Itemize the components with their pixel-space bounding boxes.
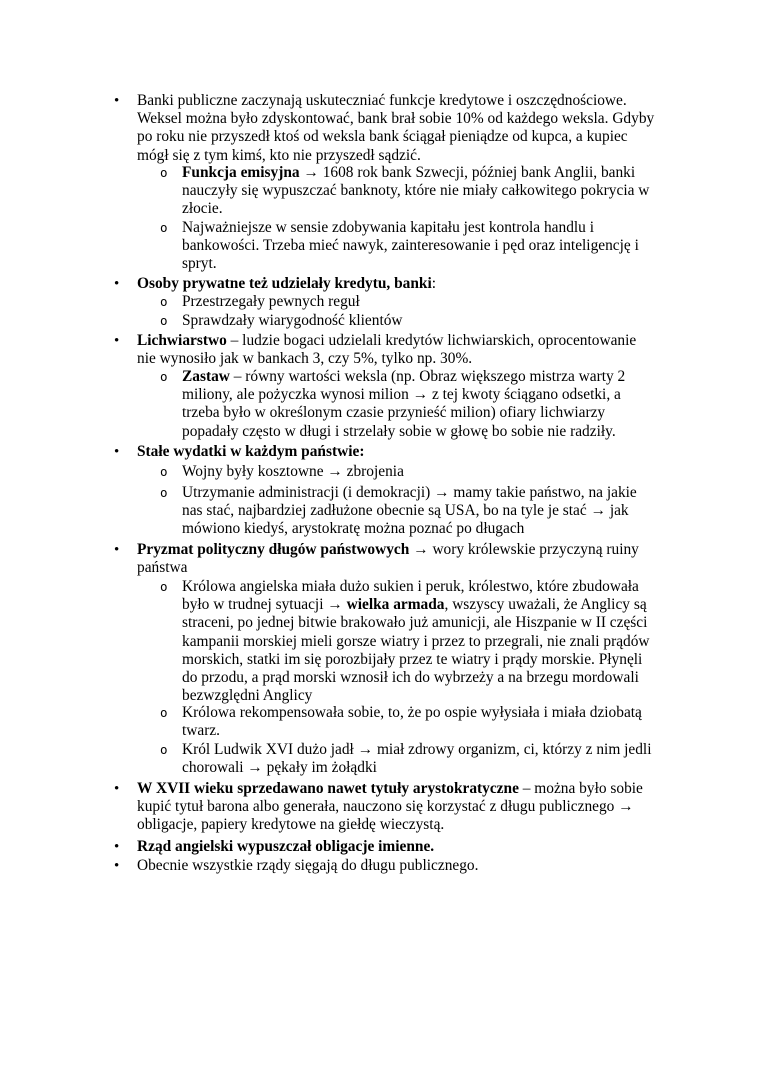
item-bold-text: Pryzmat polityczny długów państwowych xyxy=(137,541,410,558)
item-text: Utrzymanie administracji (i demokracji) xyxy=(182,484,431,501)
list-item xyxy=(160,484,660,539)
list-item xyxy=(160,704,660,740)
item-text: Wojny były kosztowne xyxy=(182,463,324,480)
list-item xyxy=(114,275,657,293)
item-text: – można było sobie kupić tytuł barona albo generała, nauczono się korzystać z długu publicznego xyxy=(137,780,643,816)
item-bold-text: W XVII wieku sprzedawano nawet tytuły arystokratyczne xyxy=(137,780,519,797)
bullet-circle-icon: o xyxy=(160,742,168,757)
bullet-disc-icon: • xyxy=(114,333,120,349)
item-text: zbrojenia xyxy=(346,463,404,480)
item-bold-text: Osoby prywatne też udzielały kredytu, banki xyxy=(137,275,432,292)
list-item xyxy=(114,332,657,368)
item-bold-text: wielka armada xyxy=(346,596,445,614)
bullet-disc-icon: • xyxy=(114,542,120,558)
bullet-disc-icon: • xyxy=(114,839,120,855)
bullet-disc-icon: • xyxy=(114,444,120,460)
item-bold-text: Funkcja emisyjna xyxy=(182,164,300,181)
item-text: – równy wartości weksla (np. Obraz większego mistrza warty 2 miliony, ale pożyczka wynosi milion xyxy=(182,368,626,404)
item-text: obligacje, papiery kredytowe na giełdę wieczystą. xyxy=(137,816,445,834)
list-item xyxy=(160,219,660,274)
item-bold-text: Lichwiarstwo xyxy=(137,332,227,349)
list-item xyxy=(160,368,660,441)
arrow-icon: → xyxy=(327,463,343,480)
item-text: 1608 rok bank Szwecji, później bank Anglii, banki nauczyły się wypuszczać banknoty, które nie miały całkowitego pokrycia w złocie. xyxy=(182,164,650,218)
list-item xyxy=(114,780,657,835)
item-text: miał zdrowy organizm, ci, którzy z nim jedli chorowali xyxy=(182,741,652,777)
item-bold-text: Rząd angielski wypuszczał obligacje imienne. xyxy=(137,838,435,855)
item-text: mamy takie państwo, na jakie nas stać, najbardziej zadłużone obecnie są USA, bo na tyle je stać xyxy=(182,484,637,520)
item-text: pękały im żołądki xyxy=(266,759,377,777)
bullet-circle-icon: o xyxy=(160,464,168,479)
bullet-circle-icon: o xyxy=(160,313,168,328)
arrow-icon: → xyxy=(303,164,319,181)
arrow-icon: → xyxy=(434,484,450,501)
item-text: , wszyscy uważali, że Anglicy są straceni, po jednej bitwie brakowało już amunicji, ale Hiszpanie w II części kampanii morskiej mieli gorsze wiatry i przez to przegrali, nie znali prądów morskich, statki im się porozbijały przez te wiatry i prądy morskie. Płynęli do przodu, a prąd morski wznosił ich do wybrzeży a na brzegu mordowali bezwzględni Anglicy xyxy=(182,596,650,705)
list-item xyxy=(160,578,660,705)
item-text: wory królewskie przyczyną ruiny państwa xyxy=(137,541,639,577)
arrow-icon: → xyxy=(357,741,374,758)
item-bold-text: Zastaw xyxy=(182,368,230,385)
item-text: Królowa angielska miała dużo sukien i peruk, królestwo, które zbudowała było w trudnej sytuacji xyxy=(182,578,639,614)
list-item xyxy=(114,541,657,577)
list-item xyxy=(160,164,660,219)
item-text: z tej kwoty ściągano odsetki, a trzeba było w określonym czasie przynieść milion) ofiary lichwiarzy popadały często w długi i strzelały sobie w głowę bo sobie nie radziły. xyxy=(182,386,621,440)
list-item xyxy=(160,741,660,777)
item-text: Przestrzegały pewnych reguł xyxy=(182,293,360,310)
bullet-disc-icon: • xyxy=(114,276,120,292)
item-text: – ludzie bogaci udzielali kredytów lichwiarskich, oprocentowanie nie wynosiło jak w bankach 3, czy 5%, tylko np. 30%. xyxy=(137,332,637,368)
bullet-disc-icon: • xyxy=(114,858,120,874)
arrow-icon: → xyxy=(412,386,429,404)
arrow-icon: → xyxy=(590,502,606,520)
bullet-disc-icon: • xyxy=(114,93,120,109)
bullet-circle-icon: o xyxy=(160,485,168,500)
bullet-circle-icon: o xyxy=(160,220,168,235)
item-text: Najważniejsze w sensie zdobywania kapitału jest kontrola handlu i bankowości. Trzeba mieć nawyk, zainteresowanie i pęd oraz inteligencję i spryt. xyxy=(182,219,639,273)
bullet-disc-icon: • xyxy=(114,781,120,797)
bullet-circle-icon: o xyxy=(160,705,168,720)
item-text: Banki publiczne zaczynają uskuteczniać funkcje kredytowe i oszczędnościowe. Weksel można było zdyskontować, bank brał sobie 10% od każdego weksla. Gdyby po roku nie przyszedł ktoś od weksla bank ściągał pieniądze od kupca, a kupiec mógł się z tym kimś, kto nie przyszedł sądzić. xyxy=(137,92,655,164)
list-item xyxy=(160,463,660,481)
bullet-circle-icon: o xyxy=(160,579,168,594)
item-text: : xyxy=(431,275,437,292)
item-text: Król Ludwik XVI dużo jadł xyxy=(182,741,354,758)
list-item xyxy=(160,312,660,330)
bullet-circle-icon: o xyxy=(160,165,168,180)
arrow-icon: → xyxy=(327,596,343,614)
item-text: Obecnie wszystkie rządy sięgają do długu publicznego. xyxy=(137,857,479,874)
item-text: Królowa rekompensowała sobie, to, że po ospie wyłysiała i miała dziobatą twarz. xyxy=(182,704,642,740)
item-bold-text: Stałe wydatki w każdym państwie: xyxy=(137,443,365,460)
arrow-icon: → xyxy=(413,541,429,558)
arrow-icon: → xyxy=(618,798,634,816)
bullet-circle-icon: o xyxy=(160,369,168,384)
item-text: jak mówiono kiedyś, arystokratę można poznać po długach xyxy=(182,502,629,538)
list-item xyxy=(114,92,657,165)
list-item xyxy=(114,443,657,461)
bullet-circle-icon: o xyxy=(160,294,168,309)
list-item xyxy=(160,293,660,311)
arrow-icon: → xyxy=(247,759,263,777)
list-item xyxy=(114,838,657,856)
item-text: Sprawdzały wiarygodność klientów xyxy=(182,312,403,329)
list-item xyxy=(114,857,657,875)
